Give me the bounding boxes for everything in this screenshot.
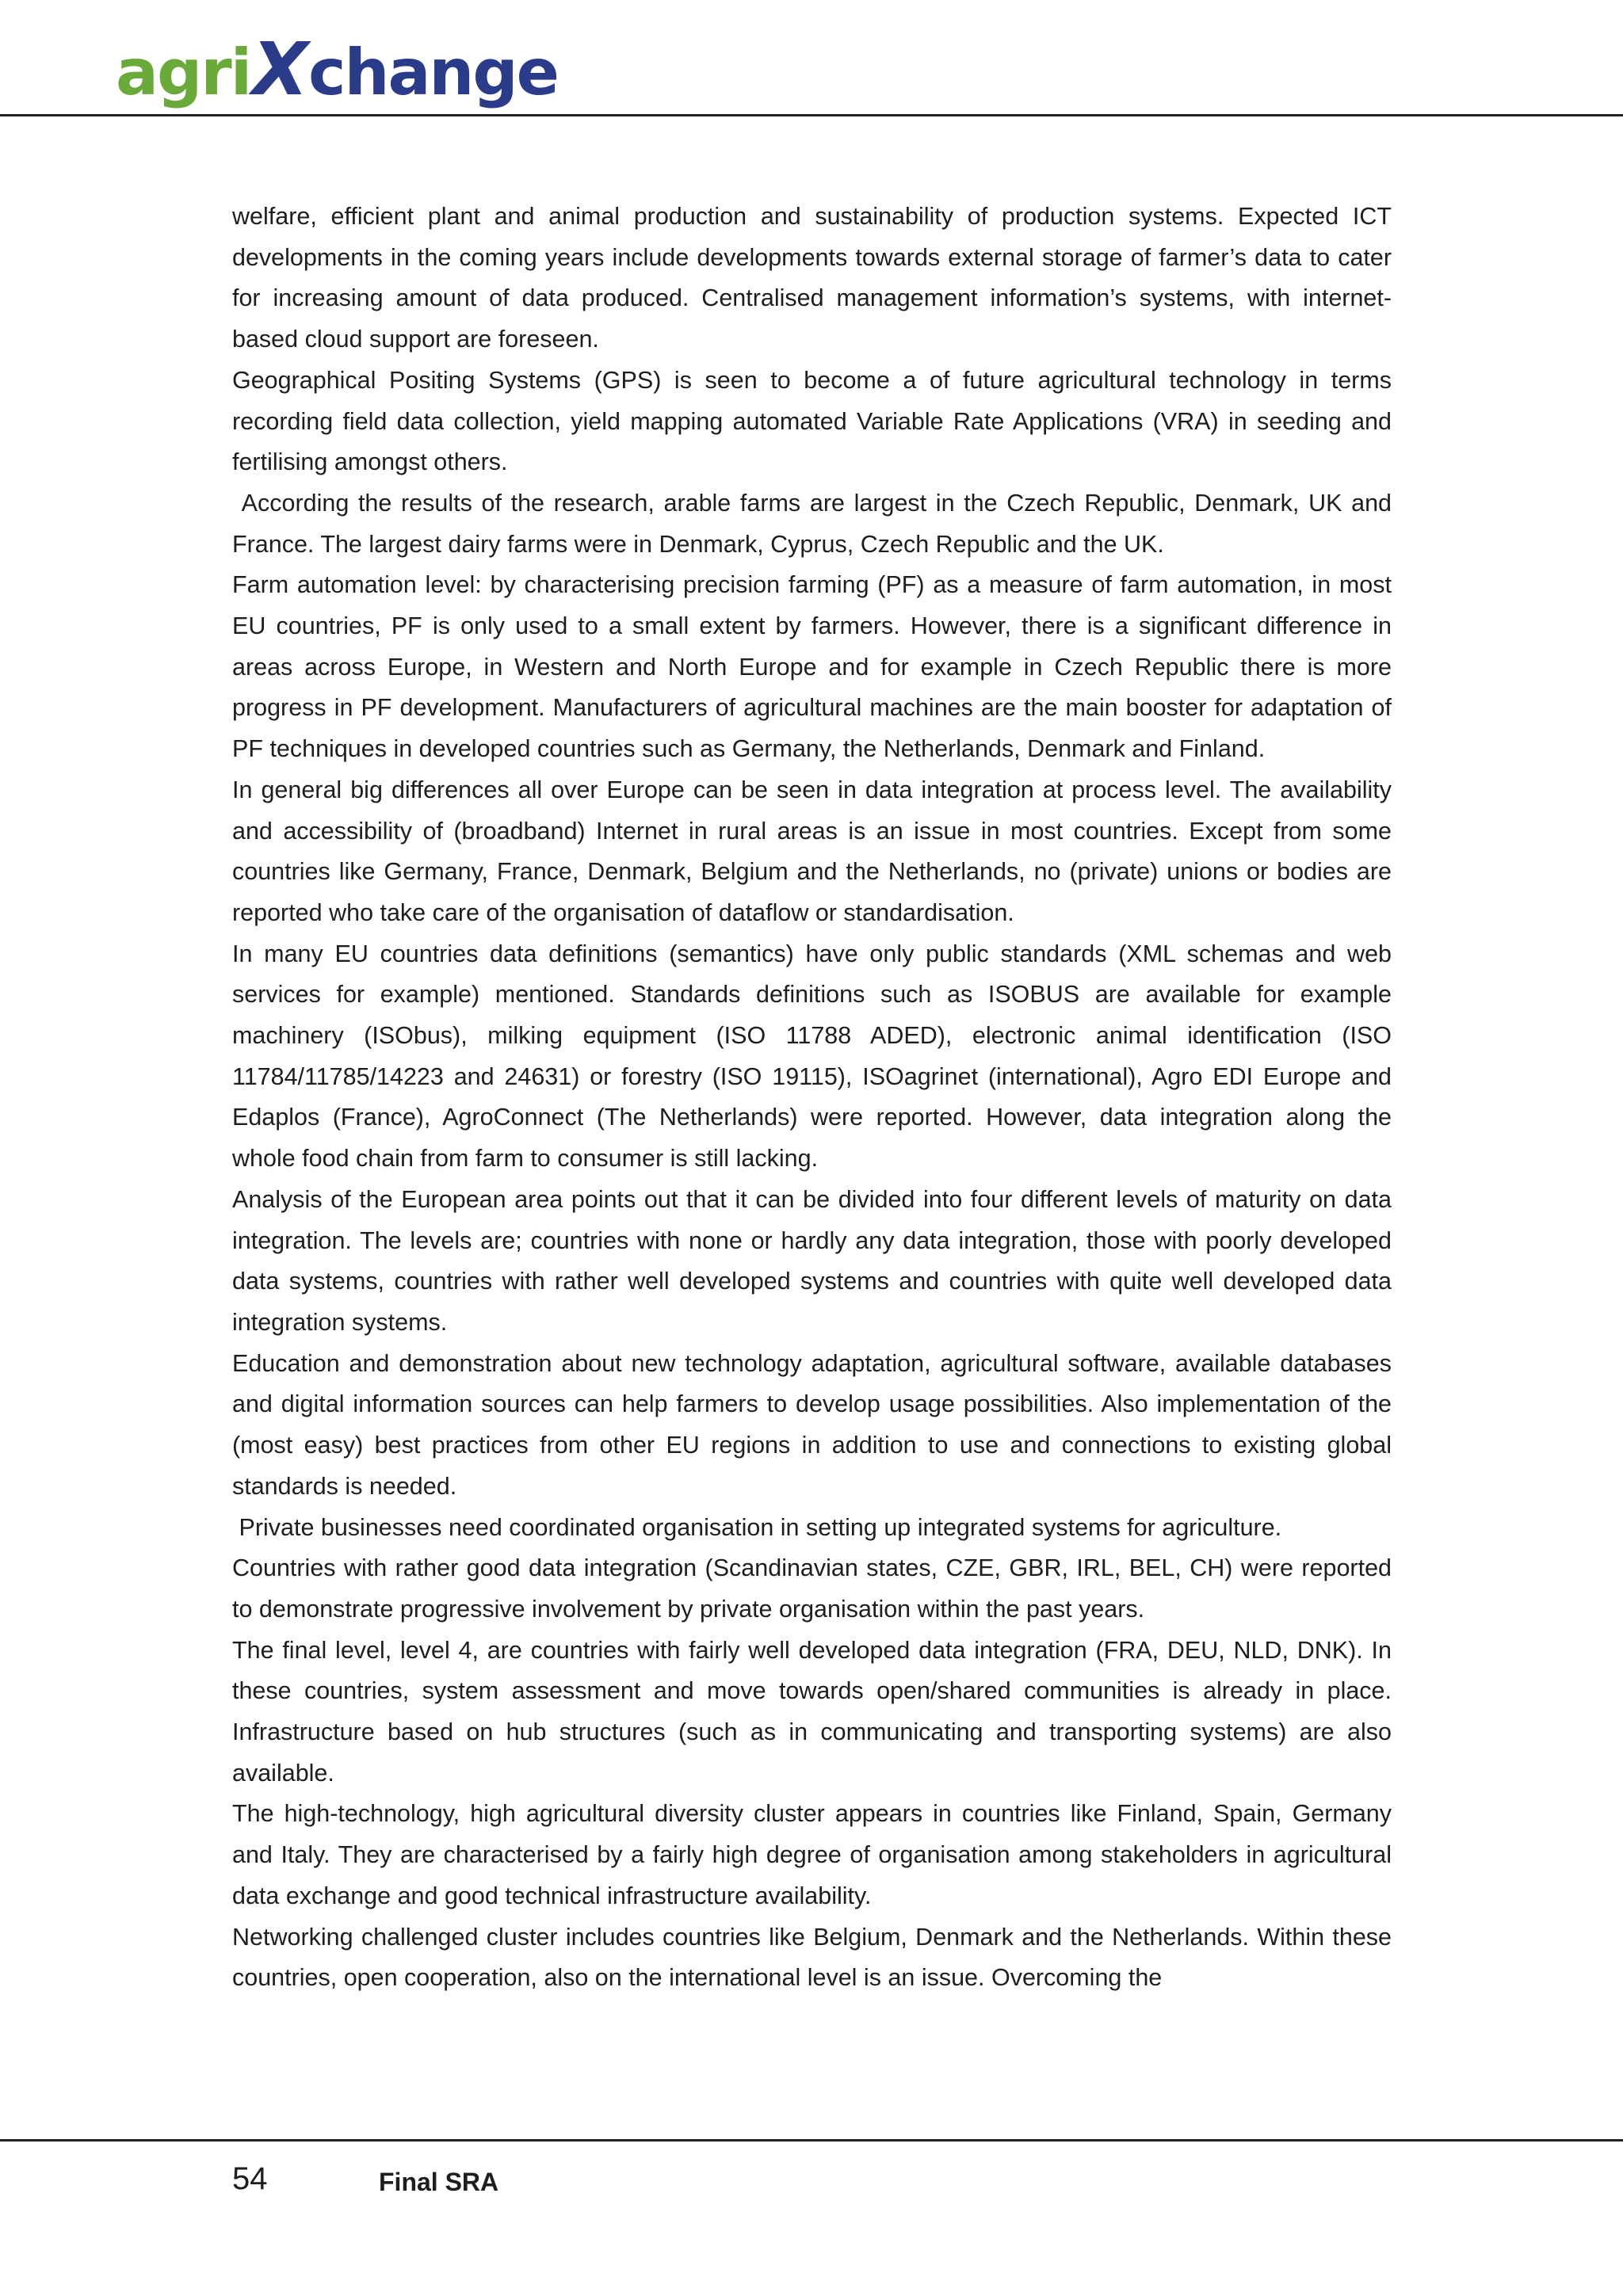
paragraph: Geographical Positing Systems (GPS) is seen to become a of future agricultural technology in terms recording field data collection, yield mapping automated Variable Rate Applications (VRA) in seeding and fertilising amongst others. bbox=[232, 366, 1392, 476]
page-number: 54 bbox=[232, 2161, 268, 2196]
paragraph: Countries with rather good data integration (Scandinavian states, CZE, GBR, IRL, BEL, CH) were reported to demonstrate progressive involvement by private organisation within the past years. bbox=[232, 1554, 1392, 1623]
paragraph: In general big differences all over Europe can be seen in data integration at process level. The availability and accessibility of (broadband) Internet in rural areas is an issue in most countries. Except from some countries like Germany, France, Denmark, Belgium and the Netherlands, no (private) unions or bodies are reported who take care of the organisation of dataflow or standardisation. bbox=[232, 776, 1392, 926]
logo-agri: agri bbox=[116, 36, 251, 109]
paragraph: In many EU countries data definitions (semantics) have only public standards (XML schemas and web services for example) mentioned. Standards definitions such as ISOBUS are available for example machinery (ISObus), milking equipment (ISO 11788 ADED), electronic animal identification (ISO 11784/11785/14223 and 24631) or forestry (ISO 19115), ISOagrinet (international), Agro EDI Europe and Edaplos (France), AgroConnect (The Netherlands) were reported. However, data integration along the whole food chain from farm to consumer is still lacking. bbox=[232, 940, 1392, 1173]
paragraph: Farm automation level: by characterising precision farming (PF) as a measure of farm automation, in most EU countries, PF is only used to a small extent by farmers. However, there is a significant difference in areas across Europe, in Western and North Europe and for example in Czech Republic there is more progress in PF development. Manufacturers of agricultural machines are the main booster for adaptation of PF techniques in developed countries such as Germany, the Netherlands, Denmark and Finland. bbox=[232, 571, 1392, 763]
paragraph: Private businesses need coordinated organisation in setting up integrated systems for agriculture. bbox=[232, 1513, 1282, 1541]
paragraph: Education and demonstration about new technology adaptation, agricultural software, available databases and digital information sources can help farmers to develop usage possibilities. Also implementation of the (most easy) best practices from other EU regions in addition to use and connections to existing global standards is needed. bbox=[232, 1349, 1392, 1500]
main-body-text bbox=[232, 196, 1399, 1999]
paragraph: Analysis of the European area points out that it can be divided into four different levels of maturity on data integration. The levels are; countries with none or hardly any data integration, those with poorly developed data systems, countries with rather well developed systems and countries with quite well developed data integration systems. bbox=[232, 1185, 1392, 1336]
page-header bbox=[0, 0, 1623, 116]
footer-divider bbox=[0, 2139, 1623, 2142]
agrixchange-logo bbox=[116, 27, 558, 112]
paragraph: Networking challenged cluster includes countries like Belgium, Denmark and the Netherlands. Within these countries, open cooperation, also on the international level is an issue. Overcoming the bbox=[232, 1923, 1392, 1992]
logo-change: change bbox=[308, 36, 558, 109]
paragraph: The high-technology, high agricultural diversity cluster appears in countries like Finland, Spain, Germany and Italy. They are characterised by a fairly high degree of organisation among stakeholders in agricultural data exchange and good technical infrastructure availability. bbox=[232, 1800, 1392, 1909]
paragraph: The final level, level 4, are countries with fairly well developed data integration (FRA, DEU, NLD, DNK). In these countries, system assessment and move towards open/shared communities is already in place. Infrastructure based on hub structures (such as in communicating and transporting systems) are also available. bbox=[232, 1636, 1392, 1787]
paragraph: According the results of the research, arable farms are largest in the Czech Republic, Denmark, UK and France. The largest dairy farms were in Denmark, Cyprus, Czech Republic and the UK. bbox=[232, 489, 1399, 558]
footer-document-title: Final SRA bbox=[379, 2168, 499, 2196]
header-divider bbox=[0, 114, 1623, 116]
logo-x: X bbox=[252, 27, 307, 112]
paragraph: welfare, efficient plant and animal production and sustainability of production systems. Expected ICT developments in the coming years include developments towards external storage of farmer’s data to cater for increasing amount of data produced. Centralised management information’s systems, with internet-based cloud support are foreseen. bbox=[232, 203, 1392, 353]
